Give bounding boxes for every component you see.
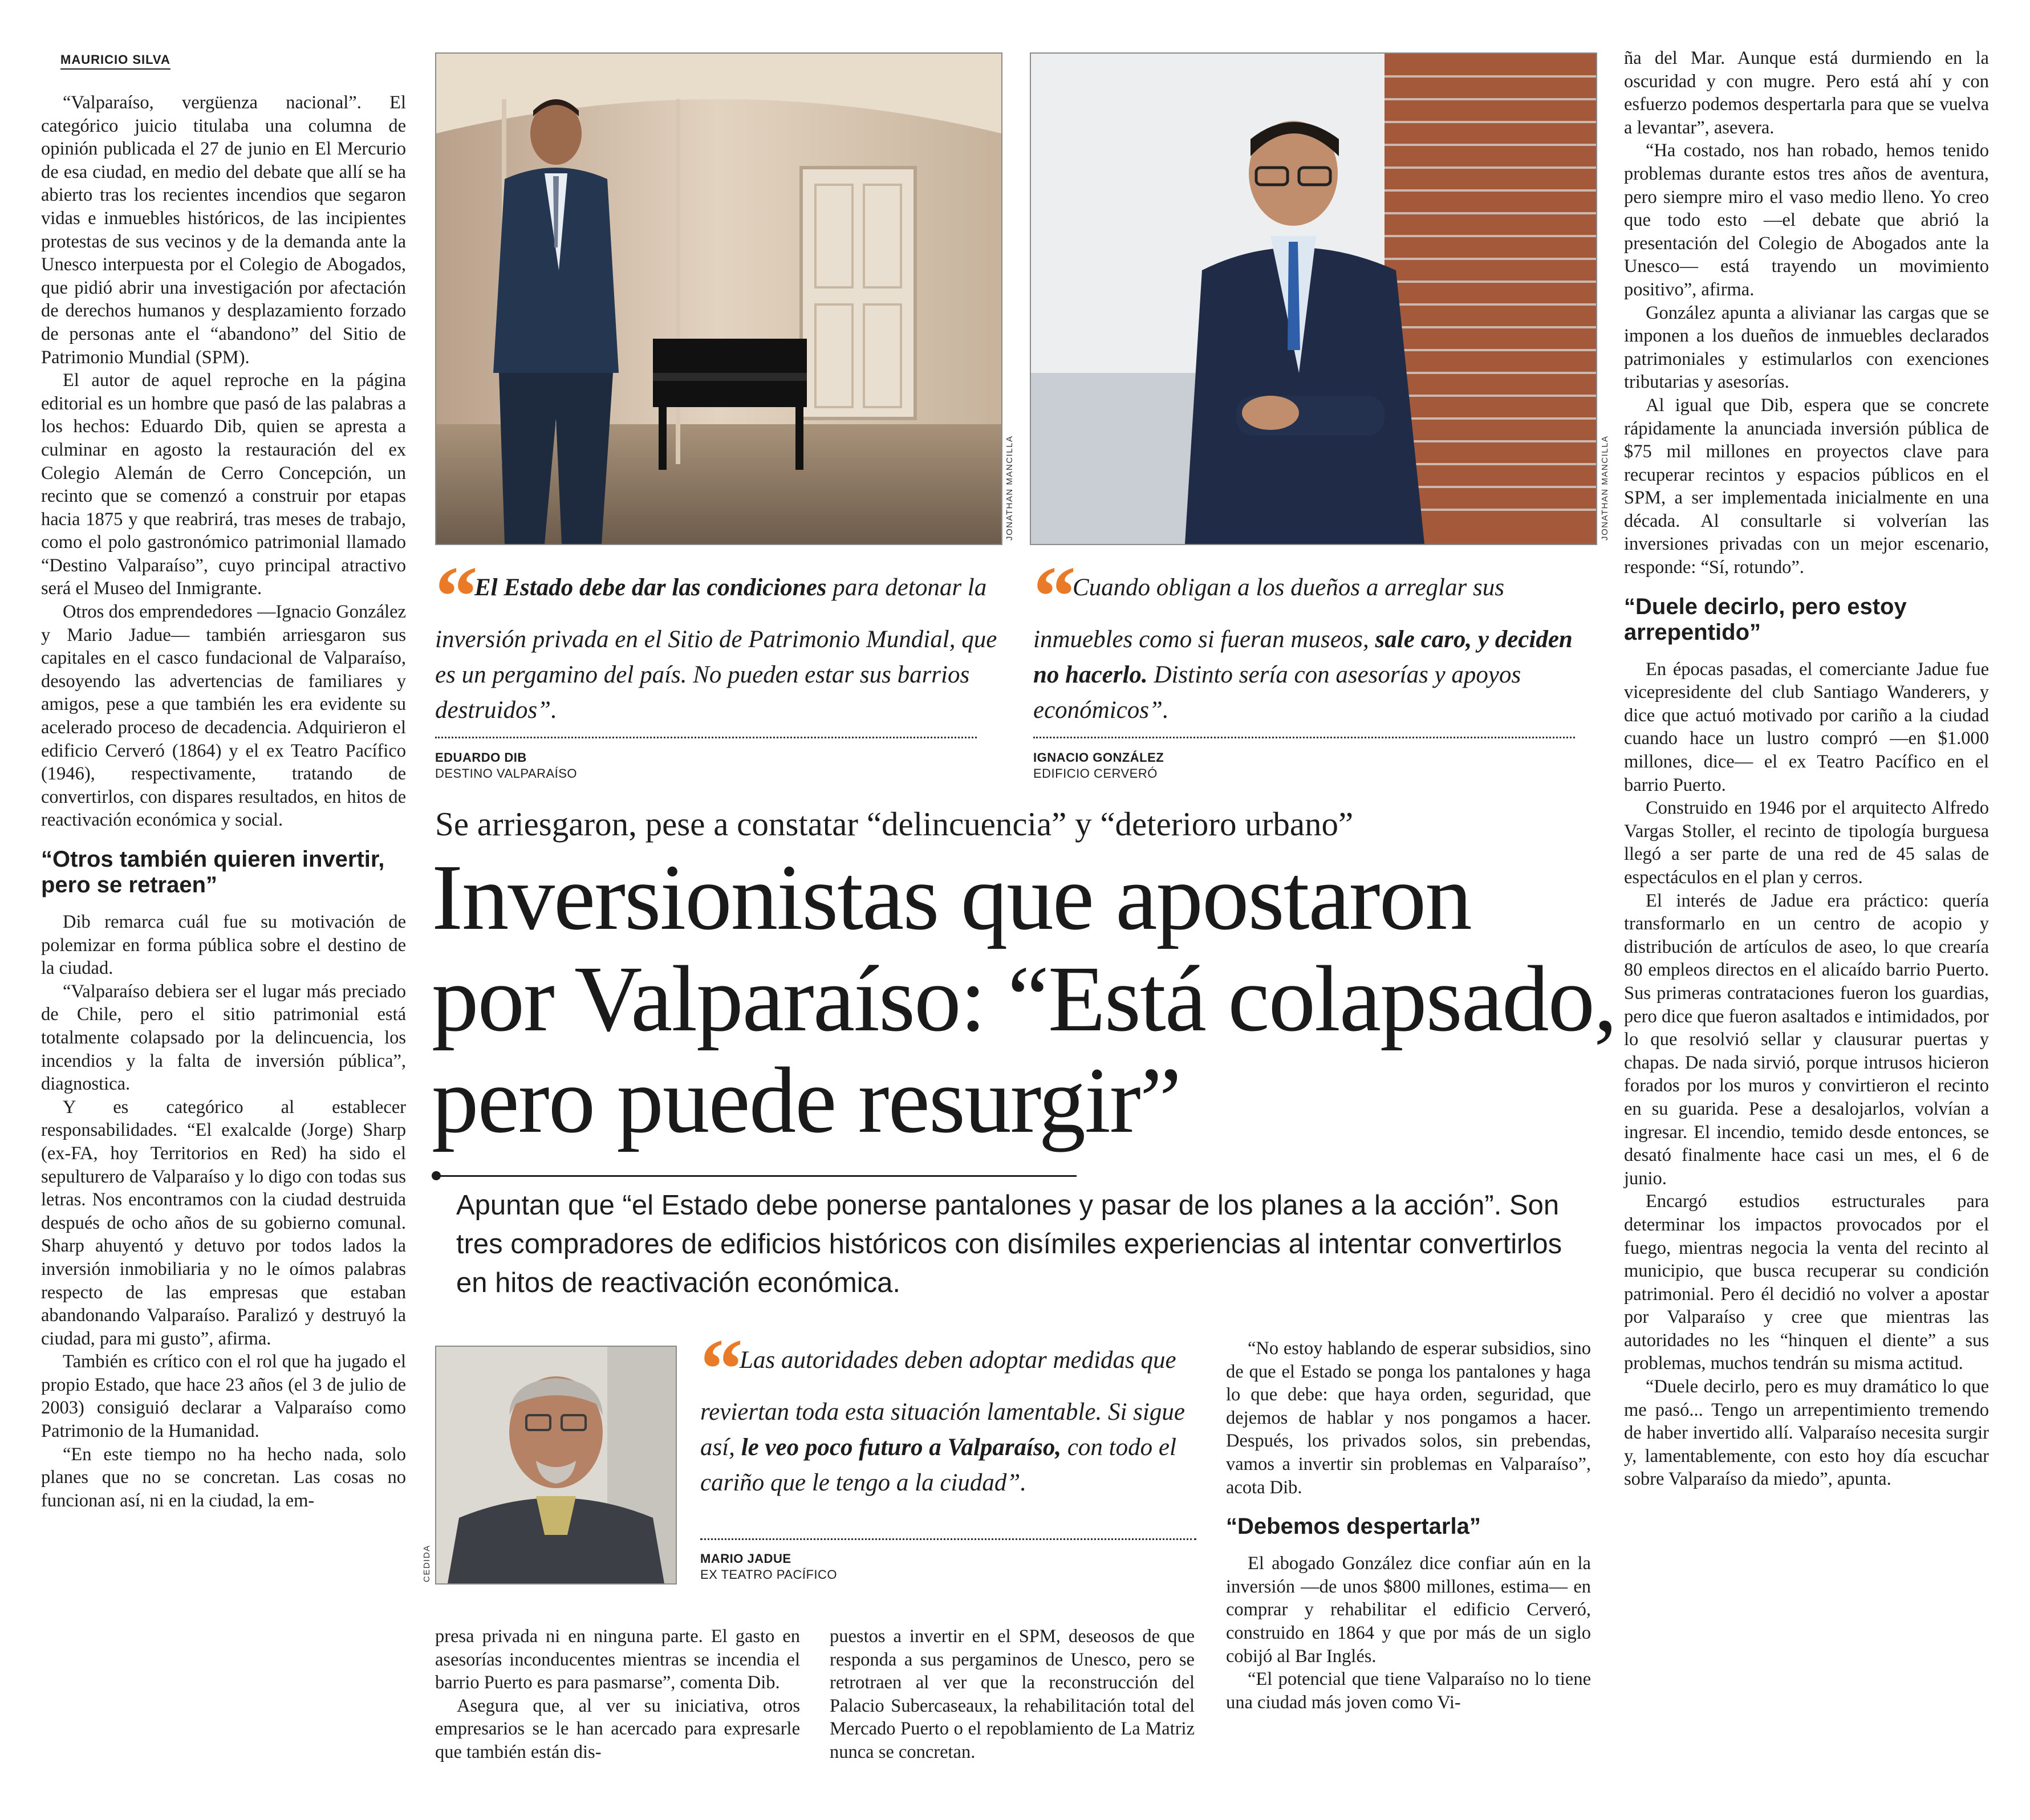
paragraph: “El potencial que tiene Valparaíso no lo tiene una ciudad más joven como Vi- bbox=[1226, 1669, 1591, 1713]
paragraph: ña del Mar. Aunque está durmiendo en la oscuridad y con mugre. Pero está ahí y con esfuerzo podemos despertarla para que se vuelva a levantar”, asevera. bbox=[1624, 48, 1989, 138]
paragraph: También es crítico con el rol que ha jugado el propio Estado, que hace 23 años (el 3 de julio de 2003) consiguió declarar a Valparaíso como Patrimonio de la Humanidad. bbox=[41, 1351, 406, 1442]
article-column-2 bbox=[435, 1625, 800, 1764]
deck-rule bbox=[435, 1175, 1077, 1177]
paragraph: “En este tiempo no ha hecho nada, solo planes que no se concretan. Las cosas no funcionan así, ni en la ciudad, la em- bbox=[41, 1444, 406, 1511]
quote-jadue-text-end: con todo el cariño que le tengo a la ciudad”. bbox=[700, 1434, 1176, 1496]
subhead-arrepentido: “Duele decirlo, pero estoy arrepentido” bbox=[1624, 594, 1907, 645]
article-column-3 bbox=[830, 1625, 1195, 1764]
subhead-otros: “Otros también quieren invertir, pero se retraen” bbox=[41, 847, 385, 897]
quote-divider-jadue bbox=[700, 1538, 1196, 1540]
quote-attribution-gonzalez bbox=[1033, 750, 1164, 782]
paragraph: Otros dos emprendedores —Ignacio González y Mario Jadue— también arriesgaron sus capitales en el casco fundacional de Valparaíso, desoyendo las advertencias de familiares y amigos, pese a que también les era evidente su acelerado proceso de decadencia. Adquirieron el edificio Cerveró (1864) y el ex Teatro Pacífico (1946), respectivamente, tratando de convertirlos, con dispares resultados, en hitos de reactivación económica y social. bbox=[41, 602, 406, 831]
paragraph: Al igual que Dib, espera que se concrete rápidamente la anunciada inversión pública de $75 mil millones en proyectos clave para recuperar recintos y espacios públicos en el SPM, a ser implementada inicialmente en una década. Al consultarle si volverían las inversiones privadas con un mejor escenario, responde: “Sí, rotundo”. bbox=[1624, 395, 1989, 578]
paragraph: “Duele decirlo, pero es muy dramático lo que me pasó... Tengo un arrepentimiento tremendo de haber invertido allí. Valparaíso necesita surgir y, lamentablemente, con esto hoy día escuchar sobre Valparaíso da miedo”, apunta. bbox=[1624, 1376, 1989, 1490]
paragraph: puestos a invertir en el SPM, deseosos de que responda a sus pergaminos de Unesco, pero se retrotraen al ver que la reconstrucción del Palacio Subercaseaux, la rehabilitación total del Mercado Puerto o el repoblamiento de La Matriz nunca se concretan. bbox=[830, 1626, 1195, 1762]
paragraph: González apunta a alivianar las cargas que se imponen a los dueños de inmuebles declarados patrimoniales y estimularlos con exenciones tributarias y asesorías. bbox=[1624, 302, 1989, 393]
quote-jadue-text: Las autoridades deben adoptar medidas que reviertan toda esta situación lamentable. Si sigue así, bbox=[700, 1347, 1185, 1461]
headline-line-2: por Valparaíso: “Está colapsado, bbox=[432, 946, 1617, 1051]
paragraph: “Valparaíso, vergüenza nacional”. El categórico juicio titulaba una columna de opinión publicada el 27 de junio en El Mercurio de esa ciudad, en medio del debate que allí se ha abierto tras los recientes incendios que segaron vidas e inmuebles históricos, de las incipientes protestas de sus vecinos y de la demanda ante la Unesco interpuesta por el Colegio de Abogados, que pidió abrir una investigación por afectación de derechos humanos y desplazamiento forzado de personas ante el “abandono” del Sitio de Patrimonio Mundial (SPM). bbox=[41, 92, 406, 368]
deck: Apuntan que “el Estado debe ponerse pantalones y pasar de los planes a la acción”. Son tres compradores de edificios históricos con disímiles experiencias al intentar convertirlos en hitos de reactivación económica. bbox=[456, 1190, 1562, 1298]
quote-gonzalez-org: EDIFICIO CERVERÓ bbox=[1033, 766, 1158, 781]
paragraph: “No estoy hablando de esperar subsidios, sino de que el Estado se ponga los pantalones y haga lo que debe: que haya orden, seguridad, que dejemos de hablar y nos pongamos a hacer. Después, los privados solos, sin prebendas, vamos a invertir sin problemas en Valparaíso”, acota Dib. bbox=[1226, 1338, 1591, 1498]
paragraph: “Ha costado, nos han robado, hemos tenido problemas durante estos tres años de aventura, pero siempre miro el vaso medio lleno. Yo creo que todo esto —el debate que abrió la presentación del Colegio de Abogados ante la Unesco— está trayendo un movimiento positivo”, afirma. bbox=[1624, 140, 1989, 300]
quote-attribution-jadue bbox=[700, 1551, 837, 1583]
byline: MAURICIO SILVA bbox=[60, 52, 170, 70]
quote-jadue-highlight: le veo poco futuro a Valparaíso, bbox=[741, 1434, 1062, 1461]
paragraph: Dib remarca cuál fue su motivación de polemizar en forma pública sobre el destino de la ciudad. bbox=[41, 912, 406, 979]
photo-eduardo-dib bbox=[435, 52, 1002, 545]
kicker: Se arriesgaron, pese a constatar “delincuencia” y “deterioro urbano” bbox=[435, 805, 1354, 843]
quote-dib-text: para detonar la inversión privada en el Sitio de Patrimonio Mundial, que es un pergamino del país. No pueden estar sus barrios destruidos”. bbox=[435, 574, 997, 724]
subhead-despertarla: “Debemos despertarla” bbox=[1226, 1514, 1481, 1539]
photo-ignacio-gonzalez bbox=[1030, 52, 1597, 545]
quote-dib-org: DESTINO VALPARAÍSO bbox=[435, 766, 578, 781]
photo-credit-gonzalez: JONATHAN MANCILLA bbox=[1600, 435, 1610, 541]
quote-gonzalez-name: IGNACIO GONZÁLEZ bbox=[1033, 750, 1164, 765]
quote-dib-highlight: El Estado debe dar las condiciones bbox=[474, 574, 827, 601]
photo-jadue-illustration bbox=[436, 1347, 676, 1583]
photo-credit-jadue: CEDIDA bbox=[422, 1545, 432, 1582]
paragraph: El interés de Jadue era práctico: quería transformarlo en un centro de acopio y distribución de artículos de aseo, lo que crearía 80 empleos directos en el alicaído barrio Puerto. Sus primeras contrataciones fueron los guardias, pero dice que fueron asaltados e intimidados, por lo que resolvió sellar y clausurar puertas y chapas. De nada sirvió, porque intrusos hicieron forados por los muros y convirtieron el recinto en su guarida. Pese a desalojarlos, volvían a ingresar. El incendio, temido desde entonces, se desató finalmente hace casi un mes, el 6 de junio. bbox=[1624, 890, 1989, 1189]
photo-dib-illustration bbox=[436, 54, 1001, 544]
headline-line-3: pero puede resurgir” bbox=[432, 1048, 1181, 1152]
pull-quote-gonzalez bbox=[1033, 549, 1595, 728]
photo-credit-dib: JONATHAN MANCILLA bbox=[1005, 435, 1014, 541]
quote-attribution-dib bbox=[435, 750, 577, 782]
paragraph: presa privada ni en ninguna parte. El gasto en asesorías inconducentes mientras se incendia el barrio Puerto es para pasmarse”, comenta Dib. bbox=[435, 1626, 800, 1693]
quote-divider-dib bbox=[435, 737, 977, 738]
paragraph: El autor de aquel reproche en la página editorial es un hombre que pasó de las palabras a los hechos: Eduardo Dib, quien se apresta a culminar en agosto la restauración del ex Colegio Alemán de Cerro Concepción, un recinto que se comenzó a construir por etapas hacia 1875 y que reabrirá, tras meses de trabajo, como el polo gastronómico patrimonial llamado “Destino Valparaíso”, cuyo principal atractivo será el Museo del Inmigrante. bbox=[41, 370, 406, 599]
quote-gonzalez-text-end: Distinto sería con asesorías y apoyos económicos”. bbox=[1033, 661, 1521, 724]
paragraph: Encargó estudios estructurales para determinar los impactos provocados por el fuego, mientras negocia la venta del recinto al municipio, que busca recuperar su condición patrimonial. Pero él decidió no volver a apostar por Valparaíso y cree que mientras las autoridades no les “hinquen el diente” a sus problemas, muchos tendrán su misma actitud. bbox=[1624, 1191, 1989, 1374]
paragraph: Asegura que, al ver su iniciativa, otros empresarios se le han acercado para expresarle que también están dis- bbox=[435, 1695, 800, 1762]
photo-gonzalez-illustration bbox=[1031, 54, 1596, 544]
photo-mario-jadue bbox=[435, 1346, 677, 1585]
headline-line-1: Inversionistas que apostaron bbox=[432, 845, 1471, 949]
paragraph: Construido en 1946 por el arquitecto Alfredo Vargas Stoller, el recinto de tipología burguesa llegó a ser parte de una red de 45 salas de espectáculos en el plan y cerros. bbox=[1624, 798, 1989, 888]
paragraph: En épocas pasadas, el comerciante Jadue fue vicepresidente del club Santiago Wanderers, y dice que actuó motivado por cariño a la ciudad cuando hace un lustro compró —en $1.000 millones, dice— el ex Teatro Pacífico en el barrio Puerto. bbox=[1624, 659, 1989, 795]
quote-gonzalez-highlight: sale caro, y deciden no hacerlo. bbox=[1033, 626, 1573, 688]
quote-mark-icon: “ bbox=[700, 1322, 730, 1416]
paragraph: El abogado González dice confiar aún en la inversión —de unos $800 millones, estima— en comprar y rehabilitar el edificio Cerveró, construido en 1864 y que por más de un siglo cobijó al Bar Inglés. bbox=[1226, 1553, 1591, 1667]
quote-jadue-name: MARIO JADUE bbox=[700, 1551, 791, 1566]
article-column-1 bbox=[41, 91, 406, 1512]
quote-gonzalez-text: Cuando obligan a los dueños a arreglar sus inmuebles como si fueran museos, bbox=[1033, 574, 1504, 653]
quote-dib-name: EDUARDO DIB bbox=[435, 750, 527, 765]
quote-mark-icon: “ bbox=[435, 549, 465, 644]
quote-mark-icon: “ bbox=[1033, 549, 1063, 644]
article-column-4 bbox=[1226, 1337, 1591, 1714]
deck-rule-dot-icon bbox=[432, 1171, 441, 1180]
quote-jadue-org: EX TEATRO PACÍFICO bbox=[700, 1567, 838, 1582]
quote-divider-gonzalez bbox=[1033, 737, 1575, 738]
paragraph: “Valparaíso debiera ser el lugar más preciado de Chile, pero el sitio patrimonial está totalmente colapsado por la delincuencia, los incendios y la falta de inversión pública”, diagnostica. bbox=[41, 981, 406, 1095]
paragraph: Y es categórico al establecer responsabilidades. “El exalcalde (Jorge) Sharp (ex-FA, hoy Territorios en Red) ha sido el sepulturero de Valparaíso y lo digo con todas sus letras. Nos encontramos con la ciudad destruida después de ocho años de su gobierno comunal. Sharp ahuyentó y detuvo por todos lados la inversión inmobiliaria y no le oímos palabras respecto de las empresas que estaban abandonando Valparaíso. Paralizó y destruyó la ciudad, para mi gusto”, afirma. bbox=[41, 1096, 406, 1349]
pull-quote-dib bbox=[435, 549, 1000, 728]
article-column-5 bbox=[1624, 47, 1989, 1491]
pull-quote-jadue bbox=[700, 1322, 1208, 1501]
